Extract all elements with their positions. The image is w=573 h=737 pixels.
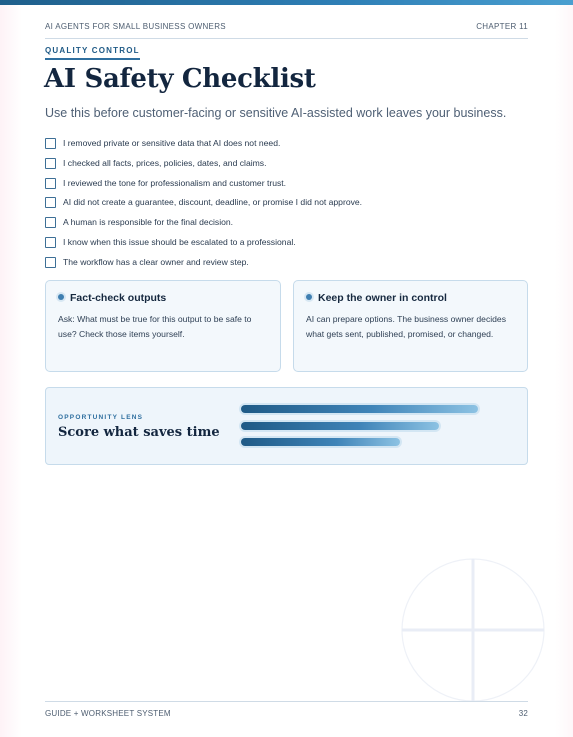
- page-title: AI Safety Checklist: [44, 64, 316, 94]
- checklist-item[interactable]: [45, 256, 528, 276]
- checkbox[interactable]: [45, 237, 56, 248]
- page-subtitle: Use this before customer-facing or sensitive AI-assisted work leaves your business.: [45, 106, 507, 120]
- checkbox[interactable]: [45, 138, 56, 149]
- card-heading: [58, 292, 268, 304]
- header-chapter: CHAPTER 11: [476, 22, 528, 31]
- checklist-item-label: I know when this issue should be escalated to a professional.: [63, 236, 296, 247]
- bullet-dot-icon: [306, 294, 312, 300]
- decorative-bar: [241, 405, 478, 413]
- section-kicker: QUALITY CONTROL: [45, 46, 140, 60]
- checkbox[interactable]: [45, 217, 56, 228]
- checklist-item-label: AI did not create a guarantee, discount, deadline, or promise I did not approve.: [63, 197, 363, 208]
- header-book-title: AI AGENTS FOR SMALL BUSINESS OWNERS: [45, 22, 226, 31]
- crosshair-watermark-icon: [400, 557, 546, 703]
- top-accent-bar: [0, 0, 573, 5]
- safety-checklist: [45, 137, 528, 276]
- checklist-item-label: A human is responsible for the final decision.: [63, 217, 234, 228]
- checklist-item[interactable]: [45, 177, 528, 197]
- checklist-item[interactable]: [45, 137, 528, 157]
- checklist-item-label: I checked all facts, prices, policies, dates, and claims.: [63, 157, 267, 168]
- opportunity-lens-panel: [45, 387, 528, 465]
- checklist-item[interactable]: [45, 157, 528, 177]
- checklist-item-label: The workflow has a clear owner and review step.: [63, 256, 249, 267]
- bullet-dot-icon: [58, 294, 64, 300]
- lens-title: Score what saves time: [58, 425, 220, 440]
- footer-label: GUIDE + WORKSHEET SYSTEM: [45, 709, 171, 718]
- card-title: Fact-check outputs: [70, 292, 167, 304]
- checkbox[interactable]: [45, 178, 56, 189]
- checklist-item[interactable]: [45, 196, 528, 216]
- lens-kicker: OPPORTUNITY LENS: [58, 414, 144, 421]
- running-header: [45, 22, 528, 39]
- checklist-item[interactable]: [45, 216, 528, 236]
- checklist-item-label: I removed private or sensitive data that AI does not need.: [63, 138, 281, 148]
- owner-control-card: [293, 280, 528, 372]
- fact-check-card: [45, 280, 281, 372]
- checklist-item-label: I reviewed the tone for professionalism and customer trust.: [63, 177, 287, 188]
- card-body: AI can prepare options. The business owner decides what gets sent, published, promised, or changed.: [306, 314, 507, 339]
- checkbox[interactable]: [45, 197, 56, 208]
- running-footer: [45, 701, 528, 720]
- card-title: Keep the owner in control: [318, 292, 447, 304]
- checkbox[interactable]: [45, 158, 56, 169]
- page-number: 32: [518, 709, 528, 718]
- card-body: Ask: What must be true for this output to be safe to use? Check those items yourself.: [58, 314, 252, 339]
- decorative-bar: [241, 438, 400, 446]
- checkbox[interactable]: [45, 257, 56, 268]
- decorative-bar: [241, 422, 439, 430]
- card-heading: [306, 292, 515, 304]
- checklist-item[interactable]: [45, 236, 528, 256]
